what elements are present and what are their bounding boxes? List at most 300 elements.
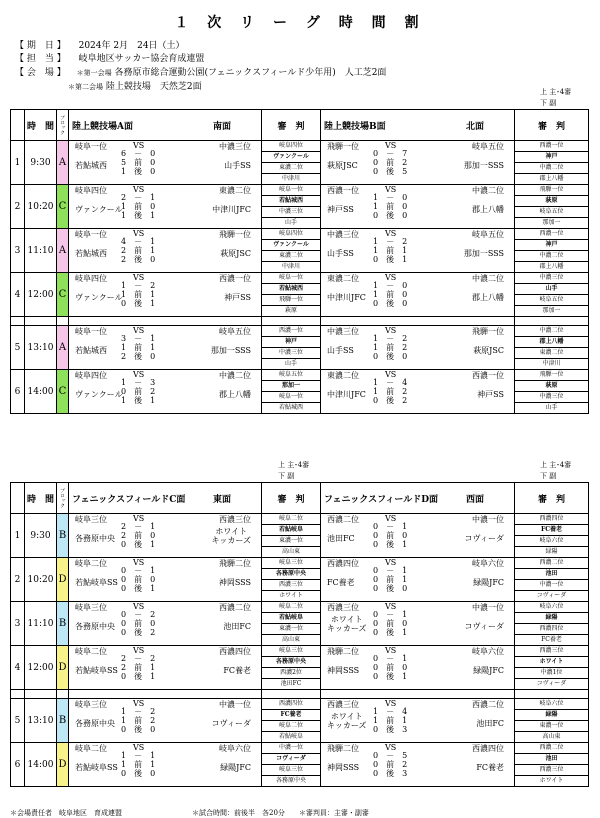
score-first-half: 1 前 0 (121, 202, 156, 211)
referee-entry: 西濃四位 (515, 624, 588, 635)
referee-list (515, 370, 588, 413)
team1-name: ヴァンクール (75, 205, 123, 214)
team2-rank: 中濃二位 (219, 371, 251, 380)
court-a-referees (262, 141, 321, 185)
referee-entry: 中津川 (281, 175, 300, 182)
kickoff-time: 10:20 (25, 185, 57, 229)
score-block (121, 237, 155, 264)
referee-entry: 各務原中央 (262, 569, 320, 580)
team1-rank: 岐阜四位 (75, 274, 107, 283)
team2-rank: 岐阜五位 (472, 230, 504, 239)
vs-label: VS (133, 646, 145, 655)
period-line (15, 40, 185, 52)
team1-rank: 岐阜三位 (75, 700, 107, 709)
referee-list (262, 229, 320, 272)
score-second-half: 0 後 1 (121, 584, 156, 593)
team2-rank: 西濃二位 (219, 603, 251, 612)
kickoff-time: 14:00 (25, 370, 57, 414)
legend-mid-sub-left: 下 副 (278, 472, 295, 480)
team1-name: 若鮎城西 (75, 346, 107, 355)
team1-rank: 飛騨二位 (327, 647, 359, 656)
period-label: 【 期 日 】 (15, 41, 66, 51)
referee-entry: FC養老 (541, 636, 562, 643)
referee-entry: 西濃四位 (262, 699, 320, 710)
match-row (11, 743, 589, 787)
vs-label: VS (385, 699, 397, 708)
referee-entry: ヴァンクール (262, 240, 320, 251)
score-total: 2 － 1 (121, 193, 156, 202)
court-b-match (321, 646, 515, 690)
kickoff-time: 14:00 (25, 743, 57, 787)
charge-label: 【 担 当 】 (15, 54, 66, 64)
score-total: 1 － 2 (121, 707, 156, 716)
match-row (11, 699, 589, 743)
referee-list (262, 558, 320, 601)
vs-label: VS (385, 273, 397, 282)
break-cell (11, 690, 25, 699)
score-first-half: 0 前 0 (121, 575, 156, 584)
referee-entry: 那加一 (542, 307, 561, 314)
match-court-a (69, 699, 261, 742)
referee-list (262, 326, 320, 369)
referee-entry: 郡上八幡 (539, 175, 564, 182)
referee-list (515, 326, 588, 369)
court-b-referees (515, 646, 589, 690)
team2-rank: 東濃二位 (219, 186, 251, 195)
team2-rank: 岐阜六位 (472, 559, 504, 568)
referee-entry: 神戸 (515, 240, 588, 251)
score-second-half: 0 後 0 (373, 352, 408, 361)
court-a-match (69, 185, 262, 229)
match-court-b (321, 743, 514, 786)
score-block (121, 751, 155, 778)
referee-entry: 若鮎岐阜 (262, 613, 320, 624)
round-number: 1 (11, 514, 25, 558)
referee-entry: 岐阜四位 (262, 229, 320, 240)
vs-label: VS (385, 514, 397, 523)
referee-entry: 西濃四位 (515, 514, 588, 525)
court-b-name: 陸上競技場B面 (324, 121, 386, 132)
referee-entry: 高山東 (281, 548, 300, 555)
group-letter: A (57, 229, 69, 273)
header-block: ブロック (57, 110, 69, 141)
referee-list (515, 602, 588, 645)
score-second-half: 0 後 3 (373, 769, 408, 778)
team1-name: 山手SS (327, 249, 354, 258)
score-total: 0 － 1 (121, 566, 156, 575)
team2-rank: 中濃一位 (219, 700, 251, 709)
referee-entry: 緑陽 (515, 710, 588, 721)
score-total: 1 － 4 (373, 707, 408, 716)
group-letter: C (57, 185, 69, 229)
round-number: 1 (11, 141, 25, 185)
referee-entry: 高山東 (542, 733, 561, 740)
score-second-half: 0 後 0 (373, 211, 408, 220)
match-row (11, 326, 589, 370)
court-a-name: フェニックスフィールドC面 (72, 494, 186, 505)
venue2-tag: ＊第二会場 (68, 83, 103, 91)
referee-entry: 中濃二位 (515, 326, 588, 337)
team1-name: 中津川JFC (327, 293, 366, 302)
referee-entry: 東濃二位 (515, 348, 588, 359)
venue-label: 【 会 場 】 (15, 68, 66, 78)
court-b-referees (515, 699, 589, 743)
legend-top-sub: 下 副 (540, 99, 557, 107)
court-b-match (321, 602, 515, 646)
group-letter: C (57, 370, 69, 414)
referee-entry: 飛騨一位 (515, 185, 588, 196)
team2-name: FC養老 (476, 763, 504, 772)
header-row (11, 483, 589, 514)
referee-entry: 若鮎岐阜 (262, 525, 320, 536)
team2-name: 池田FC (476, 719, 504, 728)
score-first-half: 0 前 2 (373, 158, 408, 167)
team2-rank: 中濃二位 (472, 274, 504, 283)
score-block (121, 566, 155, 593)
score-total: 4 － 1 (121, 237, 156, 246)
referee-entry: 若鮎岐阜 (278, 733, 303, 740)
court-a-referees (262, 273, 321, 317)
referee-list (515, 141, 588, 184)
court-a-match (69, 699, 262, 743)
referee-list (515, 699, 588, 742)
score-total: 3 － 1 (121, 334, 156, 343)
court-a-side: 南面 (212, 121, 231, 132)
referee-entry: 中濃二位 (515, 163, 588, 174)
score-block (121, 522, 155, 549)
score-block (373, 149, 407, 176)
referee-entry: 西濃三位 (262, 580, 320, 591)
score-second-half: 1 後 1 (121, 396, 156, 405)
referee-entry: 西濃三位 (515, 765, 588, 776)
court-b-name: フェニックスフィールドD面 (324, 494, 439, 505)
court-a-match (69, 558, 262, 602)
referee-entry: 那加一 (542, 219, 561, 226)
score-second-half: 0 後 1 (121, 299, 156, 308)
vs-label: VS (385, 558, 397, 567)
referee-entry: 岐阜三位 (262, 765, 320, 776)
court-b-match (321, 699, 515, 743)
score-first-half: 1 前 2 (373, 387, 408, 396)
court-a-name: 陸上競技場A面 (72, 121, 133, 132)
court-b-referees (515, 273, 589, 317)
header-no (11, 483, 25, 514)
team1-name: 若鮎城西 (75, 161, 107, 170)
referee-entry: FC養老 (515, 525, 588, 536)
score-first-half: 0 前 0 (373, 619, 408, 628)
referee-entry: ホワイト (279, 592, 303, 599)
header-time: 時 間 (25, 110, 57, 141)
referee-entry: コヴィーダ (536, 680, 567, 687)
referee-entry: 池田 (515, 754, 588, 765)
team2-rank: 西濃一位 (472, 371, 504, 380)
vs-label: VS (385, 602, 397, 611)
referee-entry: 那加一 (262, 381, 320, 392)
score-second-half: 0 後 0 (121, 725, 156, 734)
score-second-half: 1 後 1 (121, 211, 156, 220)
team2-name: 池田FC (223, 622, 251, 631)
score-total: 0 － 1 (373, 610, 408, 619)
period-value: 2024年 2月 24日（土） (78, 41, 185, 51)
group-letter: D (57, 743, 69, 787)
score-block (121, 334, 155, 361)
team2-name: 神岡SSS (218, 578, 251, 587)
team2-rank: 中濃二位 (472, 186, 504, 195)
score-first-half: 2 前 0 (121, 531, 156, 540)
round-number: 6 (11, 370, 25, 414)
referee-list (262, 370, 320, 413)
vs-label: VS (133, 229, 145, 238)
court-a-match (69, 229, 262, 273)
court-b-match (321, 743, 515, 787)
score-block (121, 707, 155, 734)
score-block (121, 149, 155, 176)
break-cell (57, 317, 69, 326)
referee-entry: ヴァンクール (262, 152, 320, 163)
score-first-half: 1 前 2 (373, 343, 408, 352)
team1-rank: 岐阜二位 (75, 559, 107, 568)
score-total: 0 － 2 (121, 610, 156, 619)
legend-mid-sub-right: 下 副 (540, 472, 557, 480)
break-cell (25, 690, 57, 699)
referee-entry: 池田FC (280, 680, 302, 687)
score-block (121, 281, 155, 308)
break-cell (515, 317, 589, 326)
score-second-half: 2 後 0 (121, 352, 156, 361)
team2-rank: 岐阜五位 (472, 142, 504, 151)
team1-name: 各務原中央 (75, 719, 115, 728)
round-number: 5 (11, 326, 25, 370)
referee-list (262, 646, 320, 689)
round-number: 4 (11, 646, 25, 690)
group-letter: D (57, 646, 69, 690)
referee-entry: 山手 (515, 284, 588, 295)
referee-entry: 飛騨一位 (262, 295, 320, 306)
score-block (373, 281, 407, 308)
referee-entry: 岐阜五位 (262, 370, 320, 381)
referee-entry: 若鮎城西 (278, 404, 303, 411)
vs-label: VS (385, 141, 397, 150)
court-a-referees (262, 326, 321, 370)
team2-name: コヴィーダ (211, 719, 251, 728)
match-court-a (69, 141, 261, 184)
score-block (373, 237, 407, 264)
score-total: 2 － 1 (121, 522, 156, 531)
team2-name: 緑陽JFC (473, 578, 504, 587)
match-court-b (321, 370, 514, 413)
match-court-b (321, 558, 514, 601)
vs-label: VS (133, 370, 145, 379)
team2-name: 那加一SSS (210, 346, 251, 355)
referee-entry: 中濃二位 (515, 251, 588, 262)
match-court-b (321, 273, 514, 316)
round-number: 2 (11, 558, 25, 602)
match-court-b (321, 646, 514, 689)
score-second-half: 0 後 1 (121, 540, 156, 549)
score-total: 0 － 1 (373, 522, 408, 531)
team1-rank: 飛騨一位 (327, 142, 359, 151)
legend-mid-main-right: 上 主･4審 (540, 461, 572, 469)
header-row (11, 110, 589, 141)
referee-entry: 西濃一位 (515, 141, 588, 152)
match-court-b (321, 514, 514, 557)
vs-label: VS (385, 185, 397, 194)
team2-rank: 岐阜五位 (219, 327, 251, 336)
team2-name: 緑陽JFC (473, 666, 504, 675)
team2-name: 萩原JSC (220, 249, 251, 258)
score-first-half: 1 前 1 (373, 246, 408, 255)
team1-name: 神戸SS (327, 205, 354, 214)
charge-line (15, 53, 204, 65)
court-a-referees (262, 743, 321, 787)
score-first-half: 1 前 2 (121, 716, 156, 725)
header-time: 時 間 (25, 483, 57, 514)
team2-rank: 岐阜六位 (472, 647, 504, 656)
referee-entry: 郡上八幡 (539, 263, 564, 270)
vs-label: VS (133, 558, 145, 567)
team2-rank: 岐阜六位 (219, 744, 251, 753)
court-b-match (321, 558, 515, 602)
referee-entry: 山手 (545, 404, 558, 411)
break-cell (25, 317, 57, 326)
referee-entry: 西濃二位 (515, 558, 588, 569)
score-first-half: 0 前 2 (373, 760, 408, 769)
team2-rank: 飛騨一位 (219, 230, 251, 239)
score-second-half: 0 後 0 (373, 584, 408, 593)
court-a-referees (262, 185, 321, 229)
referee-entry: 岐阜五位 (515, 207, 588, 218)
referee-list (262, 743, 320, 786)
team2-name: 那加一SSS (463, 161, 504, 170)
court-b-match (321, 514, 515, 558)
referee-entry: 郡上八幡 (515, 337, 588, 348)
referee-entry: 中津川 (281, 263, 300, 270)
referee-entry: 中津川 (542, 360, 561, 367)
break-cell (11, 317, 25, 326)
group-letter: B (57, 699, 69, 743)
score-block (373, 654, 407, 681)
group-letter: A (57, 141, 69, 185)
venue2-value: 陸上競技場 天然芝2面 (105, 82, 202, 92)
court-b-referees (515, 185, 589, 229)
team1-rank: 岐阜四位 (75, 371, 107, 380)
score-first-half: 1 前 0 (373, 202, 408, 211)
vs-label: VS (385, 646, 397, 655)
vs-label: VS (133, 602, 145, 611)
team1-rank: 岐阜一位 (75, 230, 107, 239)
score-block (373, 522, 407, 549)
team2-rank: 飛騨二位 (219, 559, 251, 568)
score-second-half: 0 後 1 (121, 672, 156, 681)
referee-entry: 東濃二位 (262, 163, 320, 174)
schedule-table-phoenix (10, 482, 589, 787)
team1-rank: 中濃三位 (327, 230, 359, 239)
score-first-half: 1 前 1 (373, 716, 408, 725)
vs-label: VS (133, 273, 145, 282)
referee-list (262, 699, 320, 742)
team1-rank: 岐阜一位 (75, 142, 107, 151)
team1-name: 若鮎城西 (75, 249, 107, 258)
score-second-half: 0 後 2 (373, 396, 408, 405)
vs-label: VS (133, 326, 145, 335)
team2-name: ホワイト キッカーズ (211, 527, 251, 545)
score-second-half: 0 後 5 (373, 167, 408, 176)
referee-entry: 岐阜二位 (262, 602, 320, 613)
referee-entry: コヴィーダ (536, 592, 567, 599)
vs-label: VS (133, 743, 145, 752)
header-referee-b: 審 判 (515, 110, 589, 141)
header-referee-b: 審 判 (515, 483, 589, 514)
team1-rank: 岐阜二位 (75, 744, 107, 753)
referee-list (262, 141, 320, 184)
team2-name: 緑陽JFC (220, 763, 251, 772)
referee-entry: 萩原 (515, 381, 588, 392)
score-total: 6 － 0 (121, 149, 156, 158)
team1-rank: 西濃三位 (327, 603, 359, 612)
team1-name: 中津川JFC (327, 390, 366, 399)
court-b-match (321, 273, 515, 317)
team2-name: 山手SS (224, 161, 251, 170)
court-a-match (69, 370, 262, 414)
referee-entry: 岐阜二位 (262, 514, 320, 525)
group-letter: A (57, 326, 69, 370)
referee-entry: 萩原 (515, 196, 588, 207)
team2-rank: 中濃三位 (219, 142, 251, 151)
referee-entry: 若鮎城西 (262, 196, 320, 207)
score-first-half: 0 前 0 (121, 619, 156, 628)
venue-line-2 (68, 81, 202, 93)
page-title: １ 次 リ ー グ 時 間 割 (174, 15, 426, 31)
match-court-a (69, 514, 261, 557)
team1-rank: 中濃三位 (327, 327, 359, 336)
score-block (121, 610, 155, 637)
header-no (11, 110, 25, 141)
referee-list (515, 273, 588, 316)
match-court-b (321, 141, 514, 184)
referee-entry: 岐阜一位 (262, 273, 320, 284)
team1-name: ホワイト キッカーズ (327, 615, 367, 633)
team1-rank: 東濃二位 (327, 371, 359, 380)
match-row (11, 514, 589, 558)
score-block (121, 378, 155, 405)
match-court-b (321, 602, 514, 645)
kickoff-time: 10:20 (25, 558, 57, 602)
referee-list (262, 273, 320, 316)
team1-rank: 西濃二位 (327, 515, 359, 524)
team2-name: 那加一SSS (463, 249, 504, 258)
score-total: 1 － 2 (121, 281, 156, 290)
referee-entry: コヴィーダ (262, 754, 320, 765)
team1-rank: 岐阜三位 (75, 515, 107, 524)
team2-name: コヴィーダ (464, 534, 504, 543)
match-court-a (69, 646, 261, 689)
score-block (373, 378, 407, 405)
team2-rank: 西濃四位 (472, 744, 504, 753)
match-row (11, 229, 589, 273)
score-total: 1 － 2 (373, 237, 408, 246)
court-a-referees (262, 514, 321, 558)
legend-mid-main-left: 上 主･4審 (278, 461, 310, 469)
header-court-b (321, 483, 515, 514)
legend-top-main: 上 主･4審 (540, 88, 572, 96)
team1-name: FC養老 (327, 578, 355, 587)
kickoff-time: 9:30 (25, 141, 57, 185)
match-court-a (69, 602, 261, 645)
vs-label: VS (133, 699, 145, 708)
court-b-referees (515, 141, 589, 185)
team2-name: 郡上八幡 (472, 293, 504, 302)
score-block (121, 193, 155, 220)
